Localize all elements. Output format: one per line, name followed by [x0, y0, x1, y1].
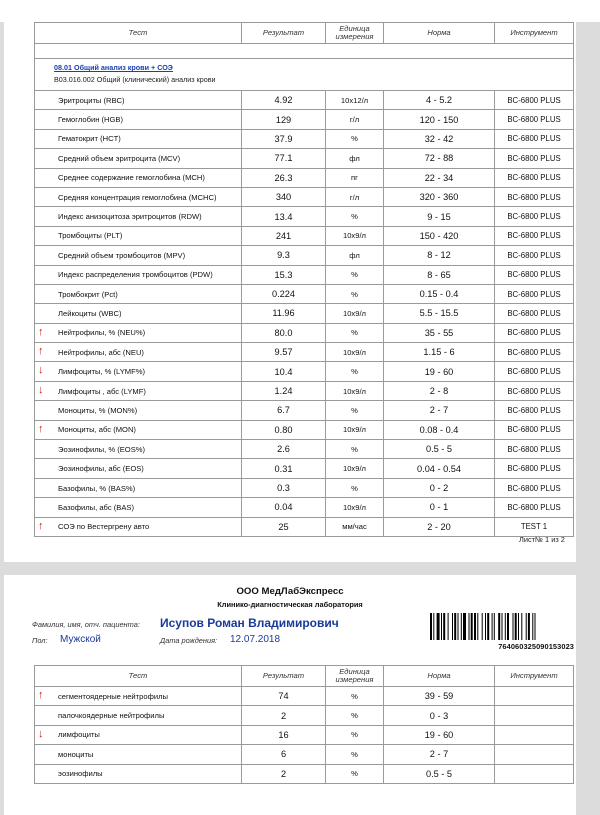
barcode-bar — [461, 613, 462, 640]
col-instrument-header: Инструмент — [495, 666, 574, 687]
result-value: 0.80 — [242, 420, 326, 439]
table-row — [35, 246, 574, 265]
test-name: моноциты — [35, 745, 242, 764]
instrument-name: BC-6800 PLUS — [495, 129, 574, 148]
patient-dob-label: Дата рождения: — [160, 636, 218, 645]
lab-subtitle: Клинико-диагностическая лаборатория — [217, 600, 363, 609]
unit-value: 10х9/л — [326, 226, 384, 245]
test-name: ↑ Нейтрофилы, абс (NEU) — [35, 343, 242, 362]
instrument-name — [495, 706, 574, 725]
table-row — [35, 168, 574, 187]
result-value: 0.04 — [242, 498, 326, 517]
table-row — [35, 91, 574, 110]
barcode-bar — [448, 613, 449, 640]
instrument-name: BC-6800 PLUS — [495, 498, 574, 517]
unit-value: г/л — [326, 110, 384, 129]
barcode-bar — [477, 613, 478, 640]
test-name: Индекс распределения тромбоцитов (PDW) — [35, 265, 242, 284]
result-value: 16 — [242, 725, 326, 744]
result-value: 129 — [242, 110, 326, 129]
unit-value: мм/час — [326, 517, 384, 536]
patient-name: Исупов Роман Владимирович — [160, 616, 339, 630]
result-value: 26.3 — [242, 168, 326, 187]
test-name: Лейкоциты (WBC) — [35, 304, 242, 323]
unit-value: % — [326, 265, 384, 284]
instrument-name: BC-6800 PLUS — [495, 343, 574, 362]
unit-value: пг — [326, 168, 384, 187]
result-value: 74 — [242, 687, 326, 706]
barcode-bar — [526, 613, 527, 640]
flag-high-icon: ↑ — [38, 345, 44, 358]
norm-range: 35 - 55 — [384, 323, 495, 342]
test-name: эозинофилы — [35, 764, 242, 783]
table-row — [35, 745, 574, 764]
instrument-name: BC-6800 PLUS — [495, 420, 574, 439]
instrument-name: BC-6800 PLUS — [495, 246, 574, 265]
spacer-row — [35, 44, 574, 59]
table-row — [35, 207, 574, 226]
barcode-bar — [463, 613, 466, 640]
table-row — [35, 362, 574, 381]
table-row — [35, 226, 574, 245]
test-name: Средний объем эритроцита (MCV) — [35, 149, 242, 168]
norm-range: 0 - 2 — [384, 478, 495, 497]
flag-high-icon: ↑ — [38, 325, 44, 338]
table-header — [35, 23, 574, 44]
results-table — [34, 22, 574, 537]
test-name: ↑ Моноциты, абс (MON) — [35, 420, 242, 439]
table-row — [35, 284, 574, 303]
norm-range: 120 - 150 — [384, 110, 495, 129]
table-row — [35, 343, 574, 362]
result-value: 6 — [242, 745, 326, 764]
table-row — [35, 129, 574, 148]
table-row — [35, 187, 574, 206]
result-value: 2 — [242, 706, 326, 725]
table-row — [35, 401, 574, 420]
norm-range: 2 - 7 — [384, 401, 495, 420]
instrument-name — [495, 745, 574, 764]
result-value: 1.24 — [242, 381, 326, 400]
norm-range: 0.04 - 0.54 — [384, 459, 495, 478]
flag-high-icon: ↑ — [38, 422, 44, 435]
instrument-name — [495, 764, 574, 783]
norm-range: 0.08 - 0.4 — [384, 420, 495, 439]
flag-low-icon: ↓ — [38, 364, 44, 377]
instrument-name: BC-6800 PLUS — [495, 207, 574, 226]
table-row — [35, 459, 574, 478]
instrument-name: BC-6800 PLUS — [495, 401, 574, 420]
test-name: ↑ сегментоядерные нейтрофилы — [35, 687, 242, 706]
norm-range: 1.15 - 6 — [384, 343, 495, 362]
unit-value: % — [326, 725, 384, 744]
unit-value: % — [326, 129, 384, 148]
col-norm-header: Норма — [384, 23, 495, 44]
test-name: ↓ Лимфоциты, % (LYMF%) — [35, 362, 242, 381]
table-row — [35, 764, 574, 783]
unit-value: % — [326, 687, 384, 706]
unit-value: г/л — [326, 187, 384, 206]
result-value: 2.6 — [242, 440, 326, 459]
test-name: ↑ Нейтрофилы, % (NEU%) — [35, 323, 242, 342]
barcode-bar — [498, 613, 500, 640]
barcode-bar — [502, 613, 503, 640]
instrument-name: TEST 1 — [495, 517, 574, 536]
table-row — [35, 110, 574, 129]
result-value: 4.92 — [242, 91, 326, 110]
instrument-name: BC-6800 PLUS — [495, 265, 574, 284]
unit-value: % — [326, 440, 384, 459]
test-name: Индекс анизоцитоза эритроцитов (RDW) — [35, 207, 242, 226]
report-page-2 — [4, 575, 576, 815]
norm-range: 0.5 - 5 — [384, 764, 495, 783]
unit-value: % — [326, 207, 384, 226]
result-value: 6.7 — [242, 401, 326, 420]
barcode-bar — [521, 613, 522, 640]
unit-value: 10х9/л — [326, 459, 384, 478]
table-row — [35, 149, 574, 168]
norm-range: 0 - 3 — [384, 706, 495, 725]
unit-value: % — [326, 362, 384, 381]
report-page-1 — [4, 0, 576, 562]
norm-range: 32 - 42 — [384, 129, 495, 148]
norm-range: 2 - 20 — [384, 517, 495, 536]
norm-range: 39 - 59 — [384, 687, 495, 706]
differential-table — [34, 665, 574, 784]
table-row — [35, 304, 574, 323]
test-name: Базофилы, % (BAS%) — [35, 478, 242, 497]
test-name: ↓ лимфоциты — [35, 725, 242, 744]
norm-range: 9 - 15 — [384, 207, 495, 226]
instrument-name: BC-6800 PLUS — [495, 226, 574, 245]
test-name: Тромбоциты (PLT) — [35, 226, 242, 245]
table-row — [35, 420, 574, 439]
barcode-bar — [437, 613, 440, 640]
barcode-bar — [441, 613, 442, 640]
barcode-bar — [454, 613, 456, 640]
result-value: 25 — [242, 517, 326, 536]
col-unit-header: Единица измерения — [326, 666, 384, 687]
instrument-name: BC-6800 PLUS — [495, 149, 574, 168]
barcode-bar — [430, 613, 432, 640]
col-instrument-header: Инструмент — [495, 23, 574, 44]
instrument-name: BC-6800 PLUS — [495, 284, 574, 303]
barcode-bar — [528, 613, 530, 640]
barcode-bar — [474, 613, 476, 640]
test-name: Гематокрит (HCT) — [35, 129, 242, 148]
norm-range: 19 - 60 — [384, 725, 495, 744]
barcode-bar — [471, 613, 473, 640]
table-row — [35, 323, 574, 342]
table-row — [35, 725, 574, 744]
instrument-name: BC-6800 PLUS — [495, 440, 574, 459]
barcode-bar — [433, 613, 434, 640]
unit-value: % — [326, 323, 384, 342]
norm-range: 150 - 420 — [384, 226, 495, 245]
norm-range: 5.5 - 15.5 — [384, 304, 495, 323]
instrument-name: BC-6800 PLUS — [495, 478, 574, 497]
instrument-name: BC-6800 PLUS — [495, 110, 574, 129]
barcode-bar — [443, 613, 445, 640]
barcode-bar — [469, 613, 470, 640]
test-name: Эритроциты (RBC) — [35, 91, 242, 110]
test-name: палочкоядерные нейтрофилы — [35, 706, 242, 725]
unit-value: 10х9/л — [326, 498, 384, 517]
barcode-bar — [513, 613, 514, 640]
flag-low-icon: ↓ — [38, 727, 44, 740]
patient-sex-label: Пол: — [32, 636, 48, 645]
unit-value: % — [326, 706, 384, 725]
unit-value: 10х9/л — [326, 304, 384, 323]
barcode-bar — [515, 613, 517, 640]
test-name: Средняя концентрация гемоглобина (MCHC) — [35, 187, 242, 206]
patient-dob: 12.07.2018 — [230, 634, 281, 645]
norm-range: 320 - 360 — [384, 187, 495, 206]
norm-range: 19 - 60 — [384, 362, 495, 381]
norm-range: 0.15 - 0.4 — [384, 284, 495, 303]
table-row — [35, 498, 574, 517]
barcode-bar — [494, 613, 495, 640]
unit-value: % — [326, 284, 384, 303]
barcode-bar — [505, 613, 506, 640]
col-test-header: Тест — [35, 666, 242, 687]
instrument-name: BC-6800 PLUS — [495, 381, 574, 400]
barcode-bar — [452, 613, 453, 640]
test-name: Эозинофилы, абс (EOS) — [35, 459, 242, 478]
table-row — [35, 381, 574, 400]
norm-range: 8 - 65 — [384, 265, 495, 284]
flag-low-icon: ↓ — [38, 383, 44, 396]
section-subtitle: В03.016.002 Общий (клинический) анализ крови — [54, 75, 216, 84]
norm-range: 0.5 - 5 — [384, 440, 495, 459]
unit-value: фл — [326, 149, 384, 168]
norm-range: 8 - 12 — [384, 246, 495, 265]
result-value: 340 — [242, 187, 326, 206]
instrument-name: BC-6800 PLUS — [495, 91, 574, 110]
unit-value: 10х9/л — [326, 343, 384, 362]
section-title-link[interactable]: 08.01 Общий анализ крови + СОЭ — [54, 63, 173, 72]
table-row — [35, 440, 574, 459]
section-row — [35, 59, 574, 91]
table-row — [35, 687, 574, 706]
table-row — [35, 478, 574, 497]
table-header — [35, 666, 574, 687]
norm-range: 22 - 34 — [384, 168, 495, 187]
norm-range: 2 - 8 — [384, 381, 495, 400]
test-name: Средний объем тромбоцитов (MPV) — [35, 246, 242, 265]
unit-value: 10х9/л — [326, 420, 384, 439]
barcode-bar — [482, 613, 483, 640]
col-norm-header: Норма — [384, 666, 495, 687]
norm-range: 0 - 1 — [384, 498, 495, 517]
patient-name-label: Фамилия, имя, отч. пациента: — [32, 620, 140, 629]
barcode-bar — [487, 613, 489, 640]
page-counter: Лист№ 1 из 2 — [519, 535, 565, 544]
norm-range: 72 - 88 — [384, 149, 495, 168]
instrument-name: BC-6800 PLUS — [495, 362, 574, 381]
result-value: 80.0 — [242, 323, 326, 342]
unit-value: % — [326, 745, 384, 764]
result-value: 0.31 — [242, 459, 326, 478]
barcode-bar — [458, 613, 459, 640]
flag-high-icon: ↑ — [38, 519, 44, 532]
test-name: Тромбокрит (Pct) — [35, 284, 242, 303]
instrument-name — [495, 687, 574, 706]
col-result-header: Результат — [242, 23, 326, 44]
instrument-name: BC-6800 PLUS — [495, 323, 574, 342]
col-result-header: Результат — [242, 666, 326, 687]
result-value: 37.9 — [242, 129, 326, 148]
table-row — [35, 706, 574, 725]
test-name: Гемоглобин (HGB) — [35, 110, 242, 129]
result-value: 11.96 — [242, 304, 326, 323]
flag-high-icon: ↑ — [38, 689, 44, 701]
test-name: Среднее содержание гемоглобина (MCH) — [35, 168, 242, 187]
unit-value: 10х9/л — [326, 381, 384, 400]
result-value: 13.4 — [242, 207, 326, 226]
col-test-header: Тест — [35, 23, 242, 44]
result-value: 15.3 — [242, 265, 326, 284]
norm-range: 2 - 7 — [384, 745, 495, 764]
result-value: 9.3 — [242, 246, 326, 265]
unit-value: 10х12/л — [326, 91, 384, 110]
norm-range: 4 - 5.2 — [384, 91, 495, 110]
barcode-bar — [518, 613, 519, 640]
barcode-bar — [485, 613, 486, 640]
test-name: ↑ СОЭ по Вестергрену авто — [35, 517, 242, 536]
unit-value: % — [326, 478, 384, 497]
instrument-name: BC-6800 PLUS — [495, 187, 574, 206]
instrument-name — [495, 725, 574, 744]
instrument-name: BC-6800 PLUS — [495, 304, 574, 323]
test-name: Эозинофилы, % (EOS%) — [35, 440, 242, 459]
barcode-number: 764060325090153023 — [498, 642, 574, 651]
result-value: 241 — [242, 226, 326, 245]
table-row — [35, 517, 574, 536]
result-value: 2 — [242, 764, 326, 783]
result-value: 10.4 — [242, 362, 326, 381]
unit-value: фл — [326, 246, 384, 265]
unit-value: % — [326, 401, 384, 420]
test-name: Моноциты, % (MON%) — [35, 401, 242, 420]
result-value: 9.57 — [242, 343, 326, 362]
instrument-name: BC-6800 PLUS — [495, 459, 574, 478]
instrument-name: BC-6800 PLUS — [495, 168, 574, 187]
col-unit-header: Единица измерения — [326, 23, 384, 44]
result-value: 77.1 — [242, 149, 326, 168]
patient-sex: Мужской — [60, 634, 101, 645]
barcode-bar — [507, 613, 509, 640]
test-name: Базофилы, абс (BAS) — [35, 498, 242, 517]
table-row — [35, 265, 574, 284]
result-value: 0.3 — [242, 478, 326, 497]
barcode-bar — [492, 613, 493, 640]
result-value: 0.224 — [242, 284, 326, 303]
barcode-bar — [535, 613, 536, 640]
lab-name: ООО МедЛабЭкспресс — [236, 586, 344, 597]
unit-value: % — [326, 764, 384, 783]
barcode-bar — [532, 613, 533, 640]
test-name: ↓ Лимфоциты , абс (LYMF) — [35, 381, 242, 400]
